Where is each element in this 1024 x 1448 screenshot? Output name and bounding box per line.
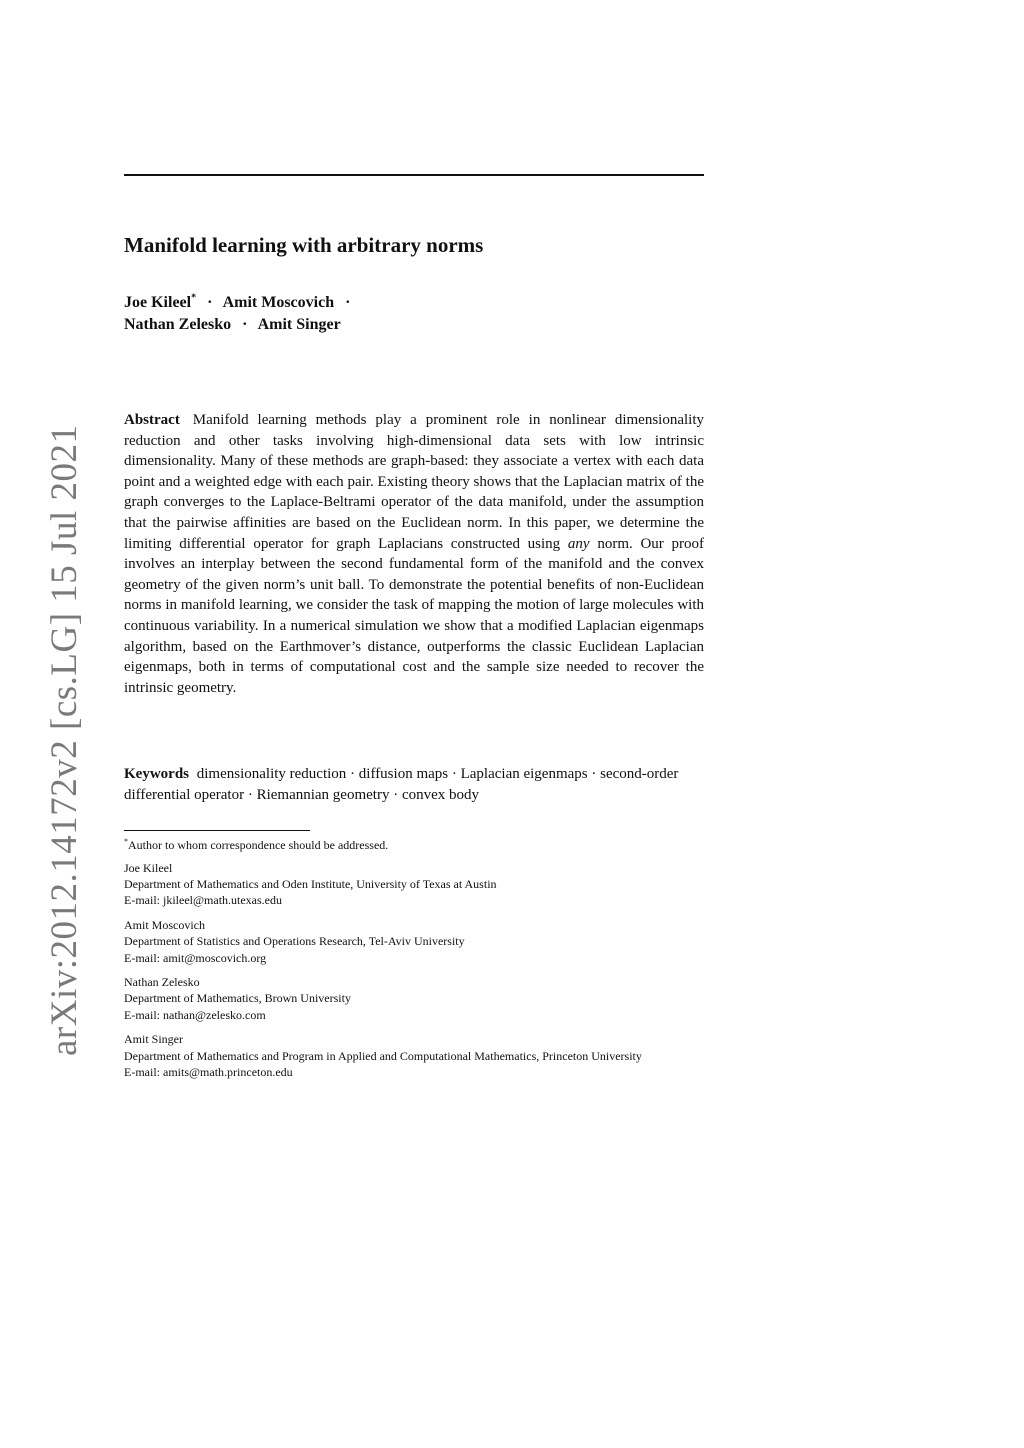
abstract-text-continued: norm. Our proof involves an interplay between the second fundamental form of the manifold and the convex geometry of the given norm’s unit ball. To demonstrate the potential benefits of non-Euclidean norms in manifold learning, we consider the task of mapping the motion of large molecules with continuous variability. In a numerical simulation we show that a modified Laplacian eigenmaps algorithm, based on the Earthmover’s distance, outperforms the classic Euclidean Laplacian eigenmaps, both in terms of computational cost and the sample size needed to recover the intrinsic geometry. (124, 535, 705, 696)
footnote (124, 837, 388, 853)
affiliation-department: Department of Mathematics, Brown University (124, 991, 351, 1006)
author-separator: · (345, 294, 351, 311)
affiliation-name: Joe Kileel (124, 861, 173, 875)
affiliation-email: E-mail: nathan@zelesko.com (124, 1007, 266, 1022)
keywords (124, 764, 704, 806)
author-name: Joe Kileel (124, 294, 192, 311)
author-line-1 (124, 292, 357, 314)
corresponding-mark: * (191, 292, 197, 304)
affiliation-block (124, 917, 704, 966)
abstract-text: Manifold learning methods play a prominent role in nonlinear dimensionality reduction and other tasks involving high-dimensional data sets with low intrinsic dimensionality. Many of these methods are graph-based: they associate a vertex with each data point and a weighted edge with each pair. Existing theory shows that the Laplacian matrix of the graph converges to the Laplace-Beltrami operator of the data manifold, under the assumption that the pairwise affinities are based on the Euclidean norm. In this paper, we determine the limiting differential operator for graph Laplacians constructed using (124, 412, 705, 552)
paper-title: Manifold learning with arbitrary norms (124, 233, 484, 257)
top-rule (124, 174, 704, 176)
affiliation-department: Department of Statistics and Operations Research, Tel-Aviv University (124, 934, 465, 949)
author-separator: · (242, 316, 248, 333)
affiliation-block (124, 1031, 704, 1080)
footnote-text: Author to whom correspondence should be addressed. (128, 838, 389, 852)
abstract-emphasis: any (567, 535, 590, 552)
affiliation-name: Nathan Zelesko (124, 975, 200, 990)
abstract-heading: Abstract (124, 412, 180, 428)
affiliation-name: Amit Moscovich (124, 918, 205, 933)
abstract (124, 410, 704, 698)
affiliation-block (124, 974, 704, 1023)
footnote-rule (124, 830, 310, 831)
keywords-heading: Keywords (124, 766, 189, 782)
affiliations (124, 860, 704, 1088)
author-name: Nathan Zelesko (124, 316, 232, 333)
author-line-2 (124, 314, 357, 336)
affiliation-email: E-mail: amit@moscovich.org (124, 950, 267, 965)
arxiv-stamp: arXiv:2012.14172v2 [cs.LG] 15 Jul 2021 (44, 424, 85, 1056)
author-separator: · (207, 294, 213, 311)
affiliation-department: Department of Mathematics and Program in Applied and Computational Mathematics, Princeton University (124, 1048, 642, 1063)
author-list (124, 292, 357, 336)
author-name: Amit Singer (257, 316, 341, 333)
affiliation-email: E-mail: amits@math.princeton.edu (124, 1064, 293, 1079)
footnote-mark: * (124, 837, 128, 846)
affiliation-email: E-mail: jkileel@math.utexas.edu (124, 893, 283, 908)
author-name: Amit Moscovich (222, 294, 335, 311)
affiliation-block (124, 860, 704, 909)
affiliation-name: Amit Singer (124, 1032, 183, 1047)
affiliation-department: Department of Mathematics and Oden Institute, University of Texas at Austin (124, 877, 497, 892)
keywords-text: dimensionality reduction · diffusion maps · Laplacian eigenmaps · second-order differential operator · Riemannian geometry · convex body (124, 766, 679, 803)
